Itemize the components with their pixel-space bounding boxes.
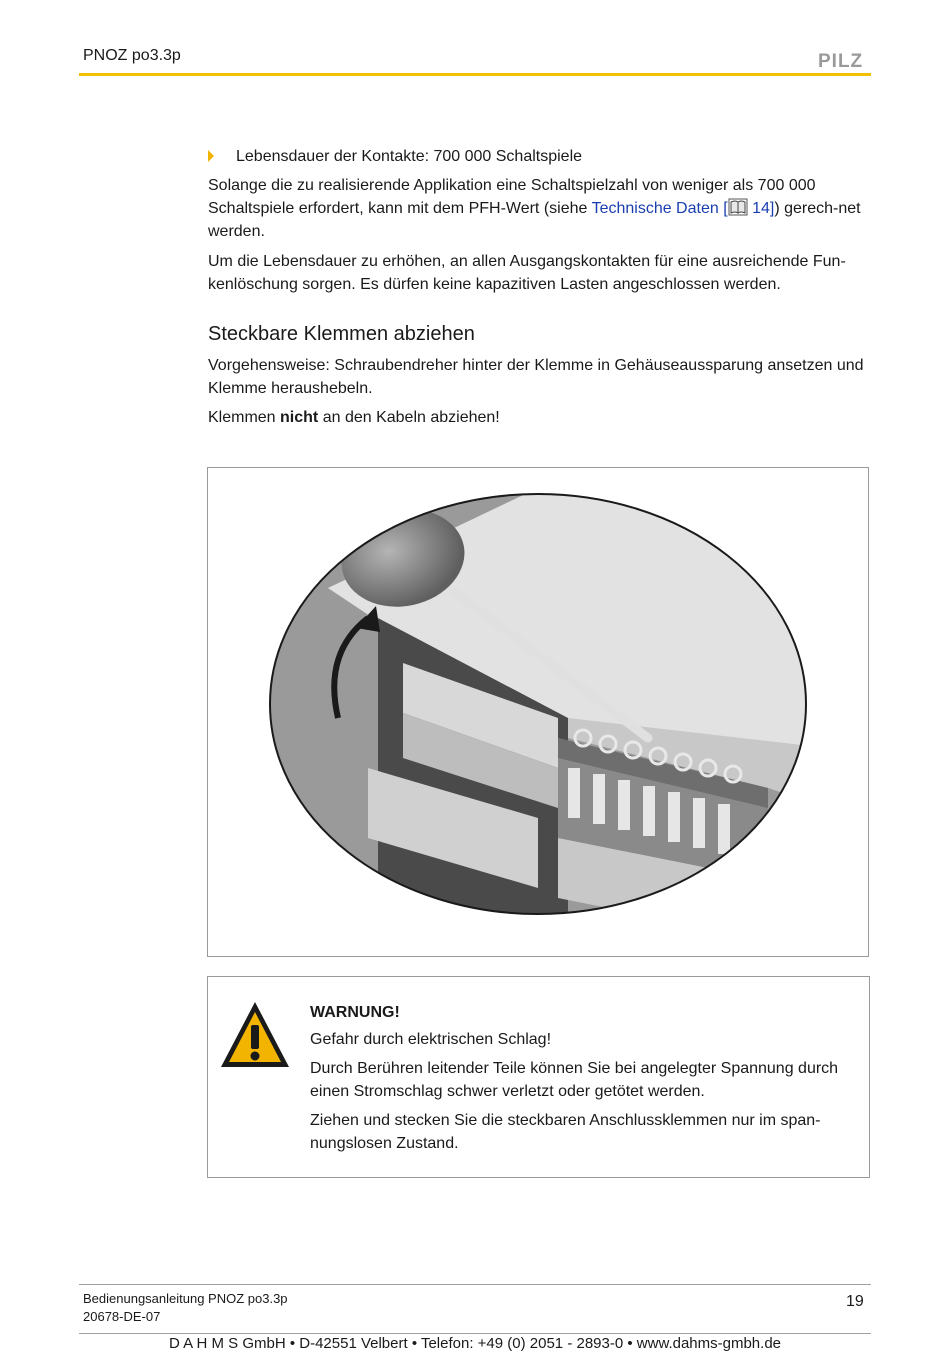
paragraph-procedure: Vorgehensweise: Schraubendreher hinter der Klemme in Gehäuseaussparung ansetzen und Klemme heraushebeln. [208, 357, 864, 397]
warning-triangle-icon [219, 999, 291, 1071]
bullet-arrow-icon [208, 150, 214, 162]
paragraph-text: Solange die zu realisierende Applikation eine Schaltspielzahl von weniger als 700 000 Schaltspiele erfordert, kann mit dem PFH-Wert (siehe [208, 177, 816, 217]
footer-doc-info [83, 1290, 288, 1326]
section-heading: Steckbare Klemmen abziehen [208, 323, 475, 345]
footer-rule-bottom [79, 1333, 871, 1334]
technical-data-link[interactable] [592, 200, 775, 217]
paragraph-lifetime [208, 174, 868, 243]
header-title: PNOZ po3.3p [83, 47, 181, 64]
terminal-illustration [208, 468, 868, 956]
header-rule [79, 73, 871, 76]
bullet-item [208, 145, 868, 168]
warning-line-3: Ziehen und stecken Sie die steckbaren Anschlussklemmen nur im span-nungslosen Zustand. [310, 1112, 821, 1152]
link-page: 14] [747, 200, 775, 217]
footer-rule [79, 1284, 871, 1285]
footer-doc-number: 20678-DE-07 [83, 1309, 161, 1324]
caution-text: Klemmen [208, 409, 281, 426]
warning-line-2: Durch Berühren leitender Teile können Sie bei angelegter Spannung durch einen Stromschlag schwer verletzt oder getötet werden. [310, 1060, 839, 1100]
bullet-text: Lebensdauer der Kontakte: 700 000 Schaltspiele [236, 148, 583, 165]
paragraph-caution [208, 406, 868, 429]
warning-title: WARNUNG! [310, 1004, 400, 1021]
terminal-removal-figure [207, 467, 869, 957]
link-text: Technische Daten [ [591, 200, 728, 217]
page-number: 19 [846, 1293, 864, 1310]
paragraph-text-end: ) gerech-net werden. [208, 200, 861, 240]
pilz-logo-text: PILZ [818, 51, 864, 70]
paragraph-spark-quenching: Um die Lebensdauer zu erhöhen, an allen Ausgangskontakten für eine ausreichende Fun-kenlöschung sorgen. Es dürfen keine kapazitiven Lasten angeschlossen werden. [208, 253, 846, 293]
footer-doc-title: Bedienungsanleitung PNOZ po3.3p [83, 1291, 288, 1306]
caution-text-end: an den Kabeln abziehen! [318, 409, 500, 426]
caution-bold: nicht [280, 409, 319, 426]
warning-line-1: Gefahr durch elektrischen Schlag! [310, 1031, 552, 1048]
book-icon [728, 198, 748, 216]
pilz-logo [818, 50, 872, 70]
footer-company: D A H M S GmbH • D-42551 Velbert • Telefon: +49 (0) 2051 - 2893-0 • www.dahms-gmbh.de [168, 1335, 782, 1352]
